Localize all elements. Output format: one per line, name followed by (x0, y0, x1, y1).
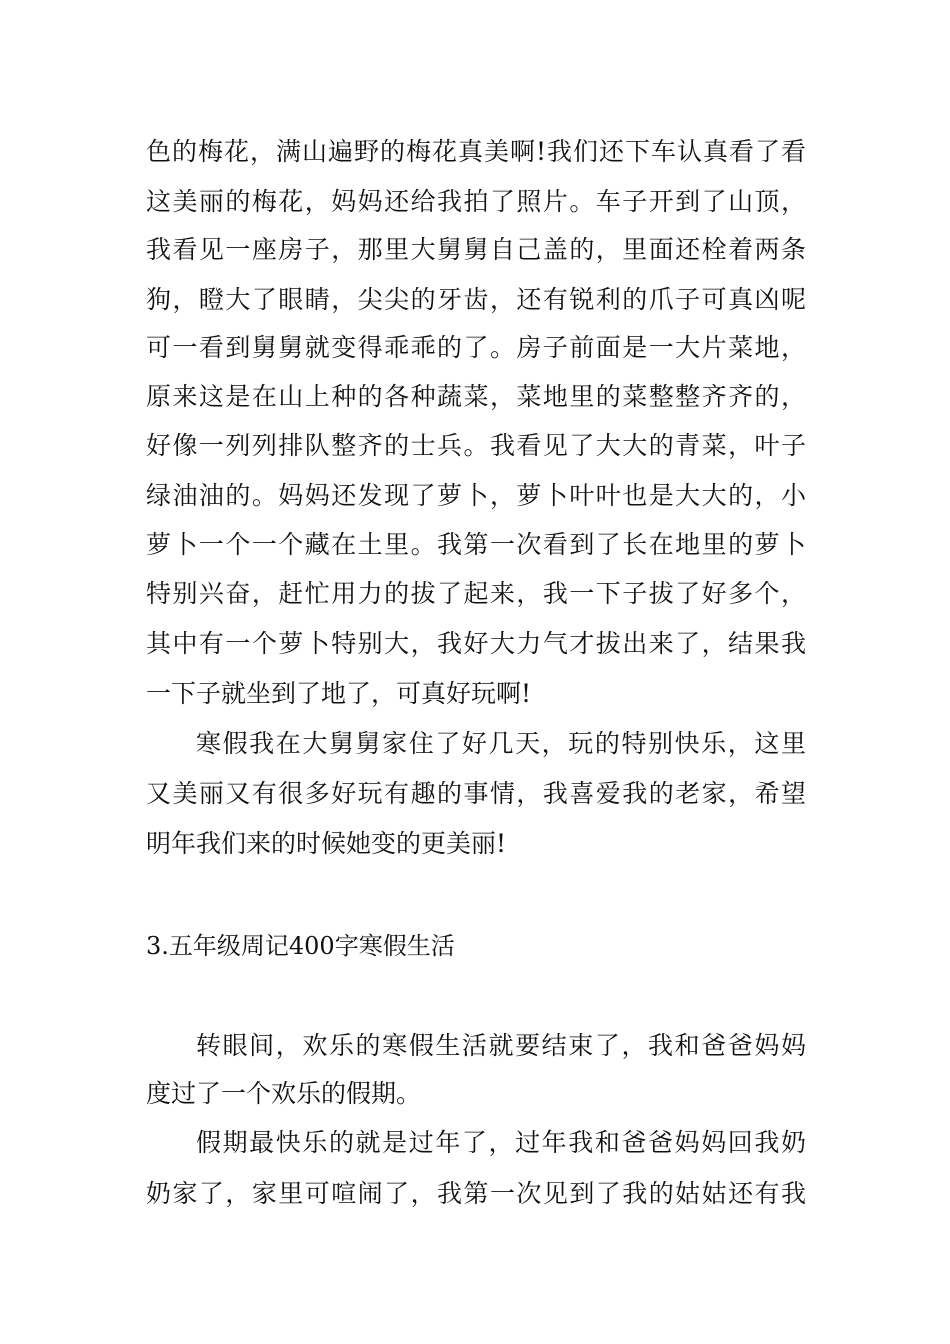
paragraph-line: 我看见一座房子，那里大舅舅自己盖的，里面还栓着两条 (146, 235, 806, 264)
paragraph-line: 色的梅花，满山遍野的梅花真美啊!我们还下车认真看了看 (146, 137, 806, 166)
paragraph-line: 度过了一个欢乐的假期。 (146, 1079, 422, 1108)
paragraph-line: 特别兴奋，赶忙用力的拔了起来，我一下子拔了好多个， (146, 579, 806, 608)
paragraph-line: 可一看到舅舅就变得乖乖的了。房子前面是一大片菜地， (146, 333, 806, 362)
paragraph-line: 转眼间，欢乐的寒假生活就要结束了，我和爸爸妈妈 (196, 1031, 806, 1060)
paragraph-line: 奶家了，家里可喧闹了，我第一次见到了我的姑姑还有我 (146, 1179, 806, 1208)
paragraph-line: 又美丽又有很多好玩有趣的事情，我喜爱我的老家，希望 (146, 779, 806, 808)
paragraph-line: 假期最快乐的就是过年了，过年我和爸爸妈妈回我奶 (196, 1128, 806, 1157)
paragraph-line: 狗，瞪大了眼睛，尖尖的牙齿，还有锐利的爪子可真凶呢 (146, 285, 806, 314)
section-heading: 3.五年级周记400字寒假生活 (146, 932, 455, 960)
paragraph-line: 寒假我在大舅舅家住了好几天，玩的特别快乐，这里 (196, 729, 806, 758)
paragraph-line: 明年我们来的时候她变的更美丽! (146, 829, 507, 858)
paragraph-line: 其中有一个萝卜特别大，我好大力气才拔出来了，结果我 (146, 629, 806, 658)
paragraph-line: 绿油油的。妈妈还发现了萝卜，萝卜叶叶也是大大的，小 (146, 481, 806, 510)
paragraph-line: 这美丽的梅花，妈妈还给我拍了照片。车子开到了山顶， (146, 187, 806, 216)
paragraph-line: 原来这是在山上种的各种蔬菜，菜地里的菜整整齐齐的， (146, 382, 806, 411)
paragraph-line: 一下子就坐到了地了，可真好玩啊! (146, 679, 532, 708)
paragraph-line: 好像一列列排队整齐的士兵。我看见了大大的青菜，叶子 (146, 431, 806, 460)
paragraph-line: 萝卜一个一个藏在土里。我第一次看到了长在地里的萝卜 (146, 530, 806, 559)
